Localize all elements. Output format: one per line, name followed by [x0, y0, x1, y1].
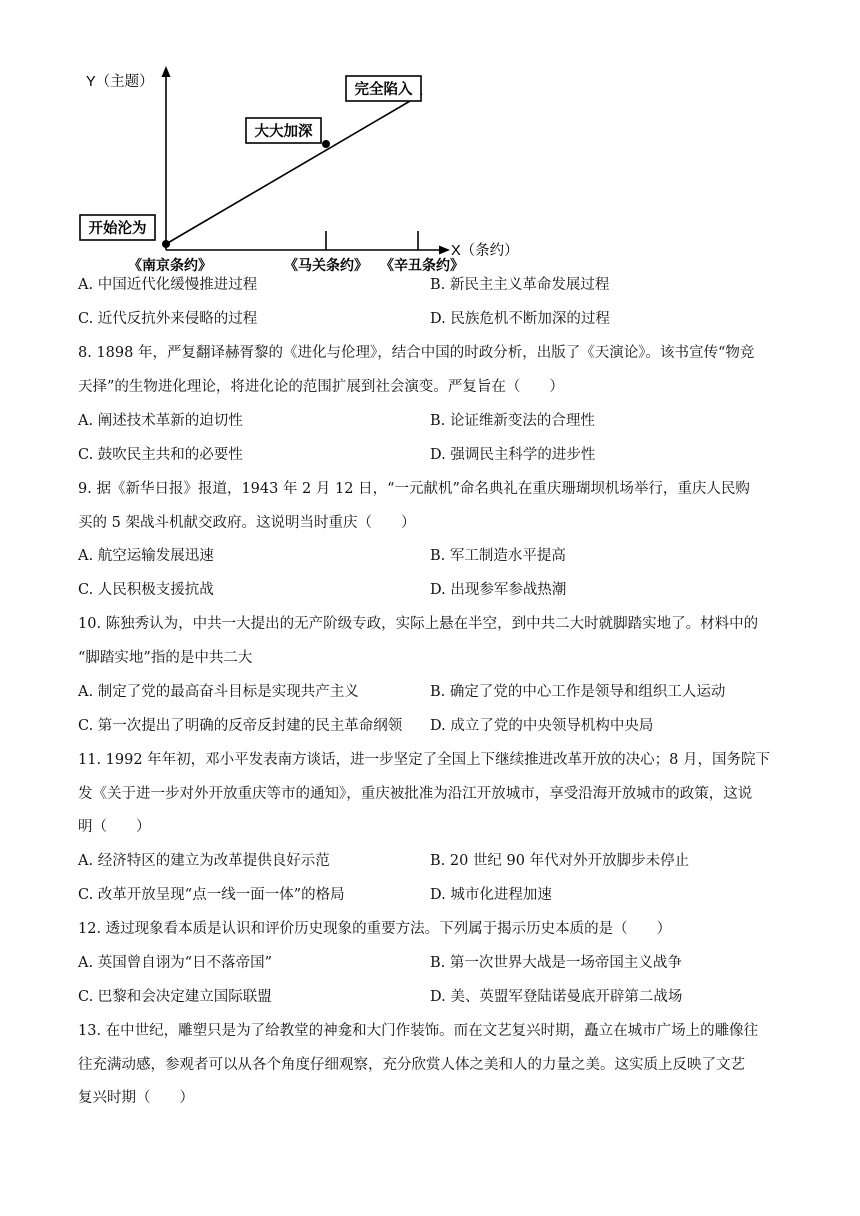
tick-label-nanjing: 《南京条约》 [128, 257, 212, 273]
q13-stem-line-2: 往充满动感，参观者可以从各个角度仔细观察，充分欣赏人体之美和人的力量之美。这实质上反映了文艺 [78, 1057, 745, 1073]
tick-label-maguan: 《马关条约》 [284, 257, 368, 273]
q9-option-b[interactable]: B. 军工制造水平提高 [430, 548, 566, 564]
q7-option-b[interactable]: B. 新民主主义革命发展过程 [430, 277, 610, 293]
q9-option-c[interactable]: C. 人民积极支援抗战 [78, 582, 214, 598]
treaty-diagram [70, 62, 570, 274]
tick-label-xinchou: 《辛丑条约》 [380, 257, 464, 273]
q12-option-a[interactable]: A. 英国曾自诩为“日不落帝国” [78, 955, 273, 971]
q7-option-c[interactable]: C. 近代反抗外来侵略的过程 [78, 311, 258, 327]
q11-option-d[interactable]: D. 城市化进程加速 [430, 887, 552, 903]
q10-option-d[interactable]: D. 成立了党的中央领导机构中央局 [430, 718, 654, 734]
q8-option-c[interactable]: C. 鼓吹民主共和的必要性 [78, 447, 243, 463]
q10-option-b[interactable]: B. 确定了党的中心工作是领导和组织工人运动 [430, 684, 726, 700]
q9-stem-line-1: 9. 据《新华日报》报道，1943 年 2 月 12 日，“一元献机”命名典礼在重庆珊瑚坝机场举行，重庆人民购 [78, 481, 750, 497]
q10-stem-line-2: “脚踏实地”指的是中共二大 [78, 650, 253, 666]
q10-option-a[interactable]: A. 制定了党的最高奋斗目标是实现共产主义 [78, 684, 359, 700]
q8-option-b[interactable]: B. 论证维新变法的合理性 [430, 413, 595, 429]
q13-stem-line-3: 复兴时期（ ） [78, 1090, 194, 1106]
q12-stem-line-1: 12. 透过现象看本质是认识和评价历史现象的重要方法。下列属于揭示历史本质的是（ ） [78, 921, 672, 937]
box-complete-label: 完全陷入 [354, 82, 413, 98]
q10-stem-line-1: 10. 陈独秀认为，中共一大提出的无产阶级专政，实际上悬在半空，到中共二大时就脚踏实地了。材料中的 [78, 616, 759, 632]
x-axis-arrow [439, 246, 450, 255]
q11-option-c[interactable]: C. 改革开放呈现“点一线一面一体”的格局 [78, 887, 345, 903]
q11-option-b[interactable]: B. 20 世纪 90 年代对外开放脚步未停止 [430, 853, 690, 869]
q8-stem-line-1: 8. 1898 年，严复翻译赫胥黎的《进化与伦理》，结合中国的时政分析，出版了《天演论》。该书宣传“物竞 [78, 345, 755, 361]
q12-option-b[interactable]: B. 第一次世界大战是一场帝国主义战争 [430, 955, 682, 971]
q9-option-a[interactable]: A. 航空运输发展迅速 [78, 548, 214, 564]
q11-stem-line-2: 发《关于进一步对外开放重庆等市的通知》，重庆被批准为沿江开放城市，享受沿海开放城市的政策，这说 [78, 786, 753, 802]
start-point [162, 240, 170, 248]
q11-option-a[interactable]: A. 经济特区的建立为改革提供良好示范 [78, 853, 330, 869]
q7-option-d[interactable]: D. 民族危机不断加深的过程 [430, 311, 610, 327]
q12-option-c[interactable]: C. 巴黎和会决定建立国际联盟 [78, 989, 272, 1005]
q9-option-d[interactable]: D. 出现参军参战热潮 [430, 582, 567, 598]
q11-stem-line-1: 11. 1992 年年初，邓小平发表南方谈话，进一步坚定了全国上下继续推进改革开放的决心；8 月，国务院下 [78, 752, 771, 768]
box-deepen-label: 大大加深 [254, 124, 313, 140]
deepen-point [322, 140, 330, 148]
q7-option-a[interactable]: A. 中国近代化缓慢推进过程 [78, 277, 258, 293]
q12-option-d[interactable]: D. 美、英盟军登陆诺曼底开辟第二战场 [430, 989, 683, 1005]
q11-stem-line-3: 明（ ） [78, 819, 151, 835]
q8-option-a[interactable]: A. 阐述技术革新的迫切性 [78, 413, 243, 429]
q10-option-c[interactable]: C. 第一次提出了明确的反帝反封建的民主革命纲领 [78, 718, 403, 734]
x-axis-label: X（条约） [451, 243, 519, 259]
y-axis-label: Y（主题） [86, 74, 154, 90]
q8-option-d[interactable]: D. 强调民主科学的进步性 [430, 447, 596, 463]
y-axis-arrow [162, 66, 171, 77]
q8-stem-line-2: 天择”的生物进化理论，将进化论的范围扩展到社会演变。严复旨在（ ） [78, 379, 564, 395]
trend-line [166, 94, 422, 244]
box-start-label: 开始沦为 [88, 221, 147, 237]
q9-stem-line-2: 买的 5 架战斗机献交政府。这说明当时重庆（ ） [78, 515, 416, 531]
q13-stem-line-1: 13. 在中世纪，雕塑只是为了给教堂的神龛和大门作装饰。而在文艺复兴时期，矗立在城市广场上的雕像往 [78, 1023, 759, 1039]
